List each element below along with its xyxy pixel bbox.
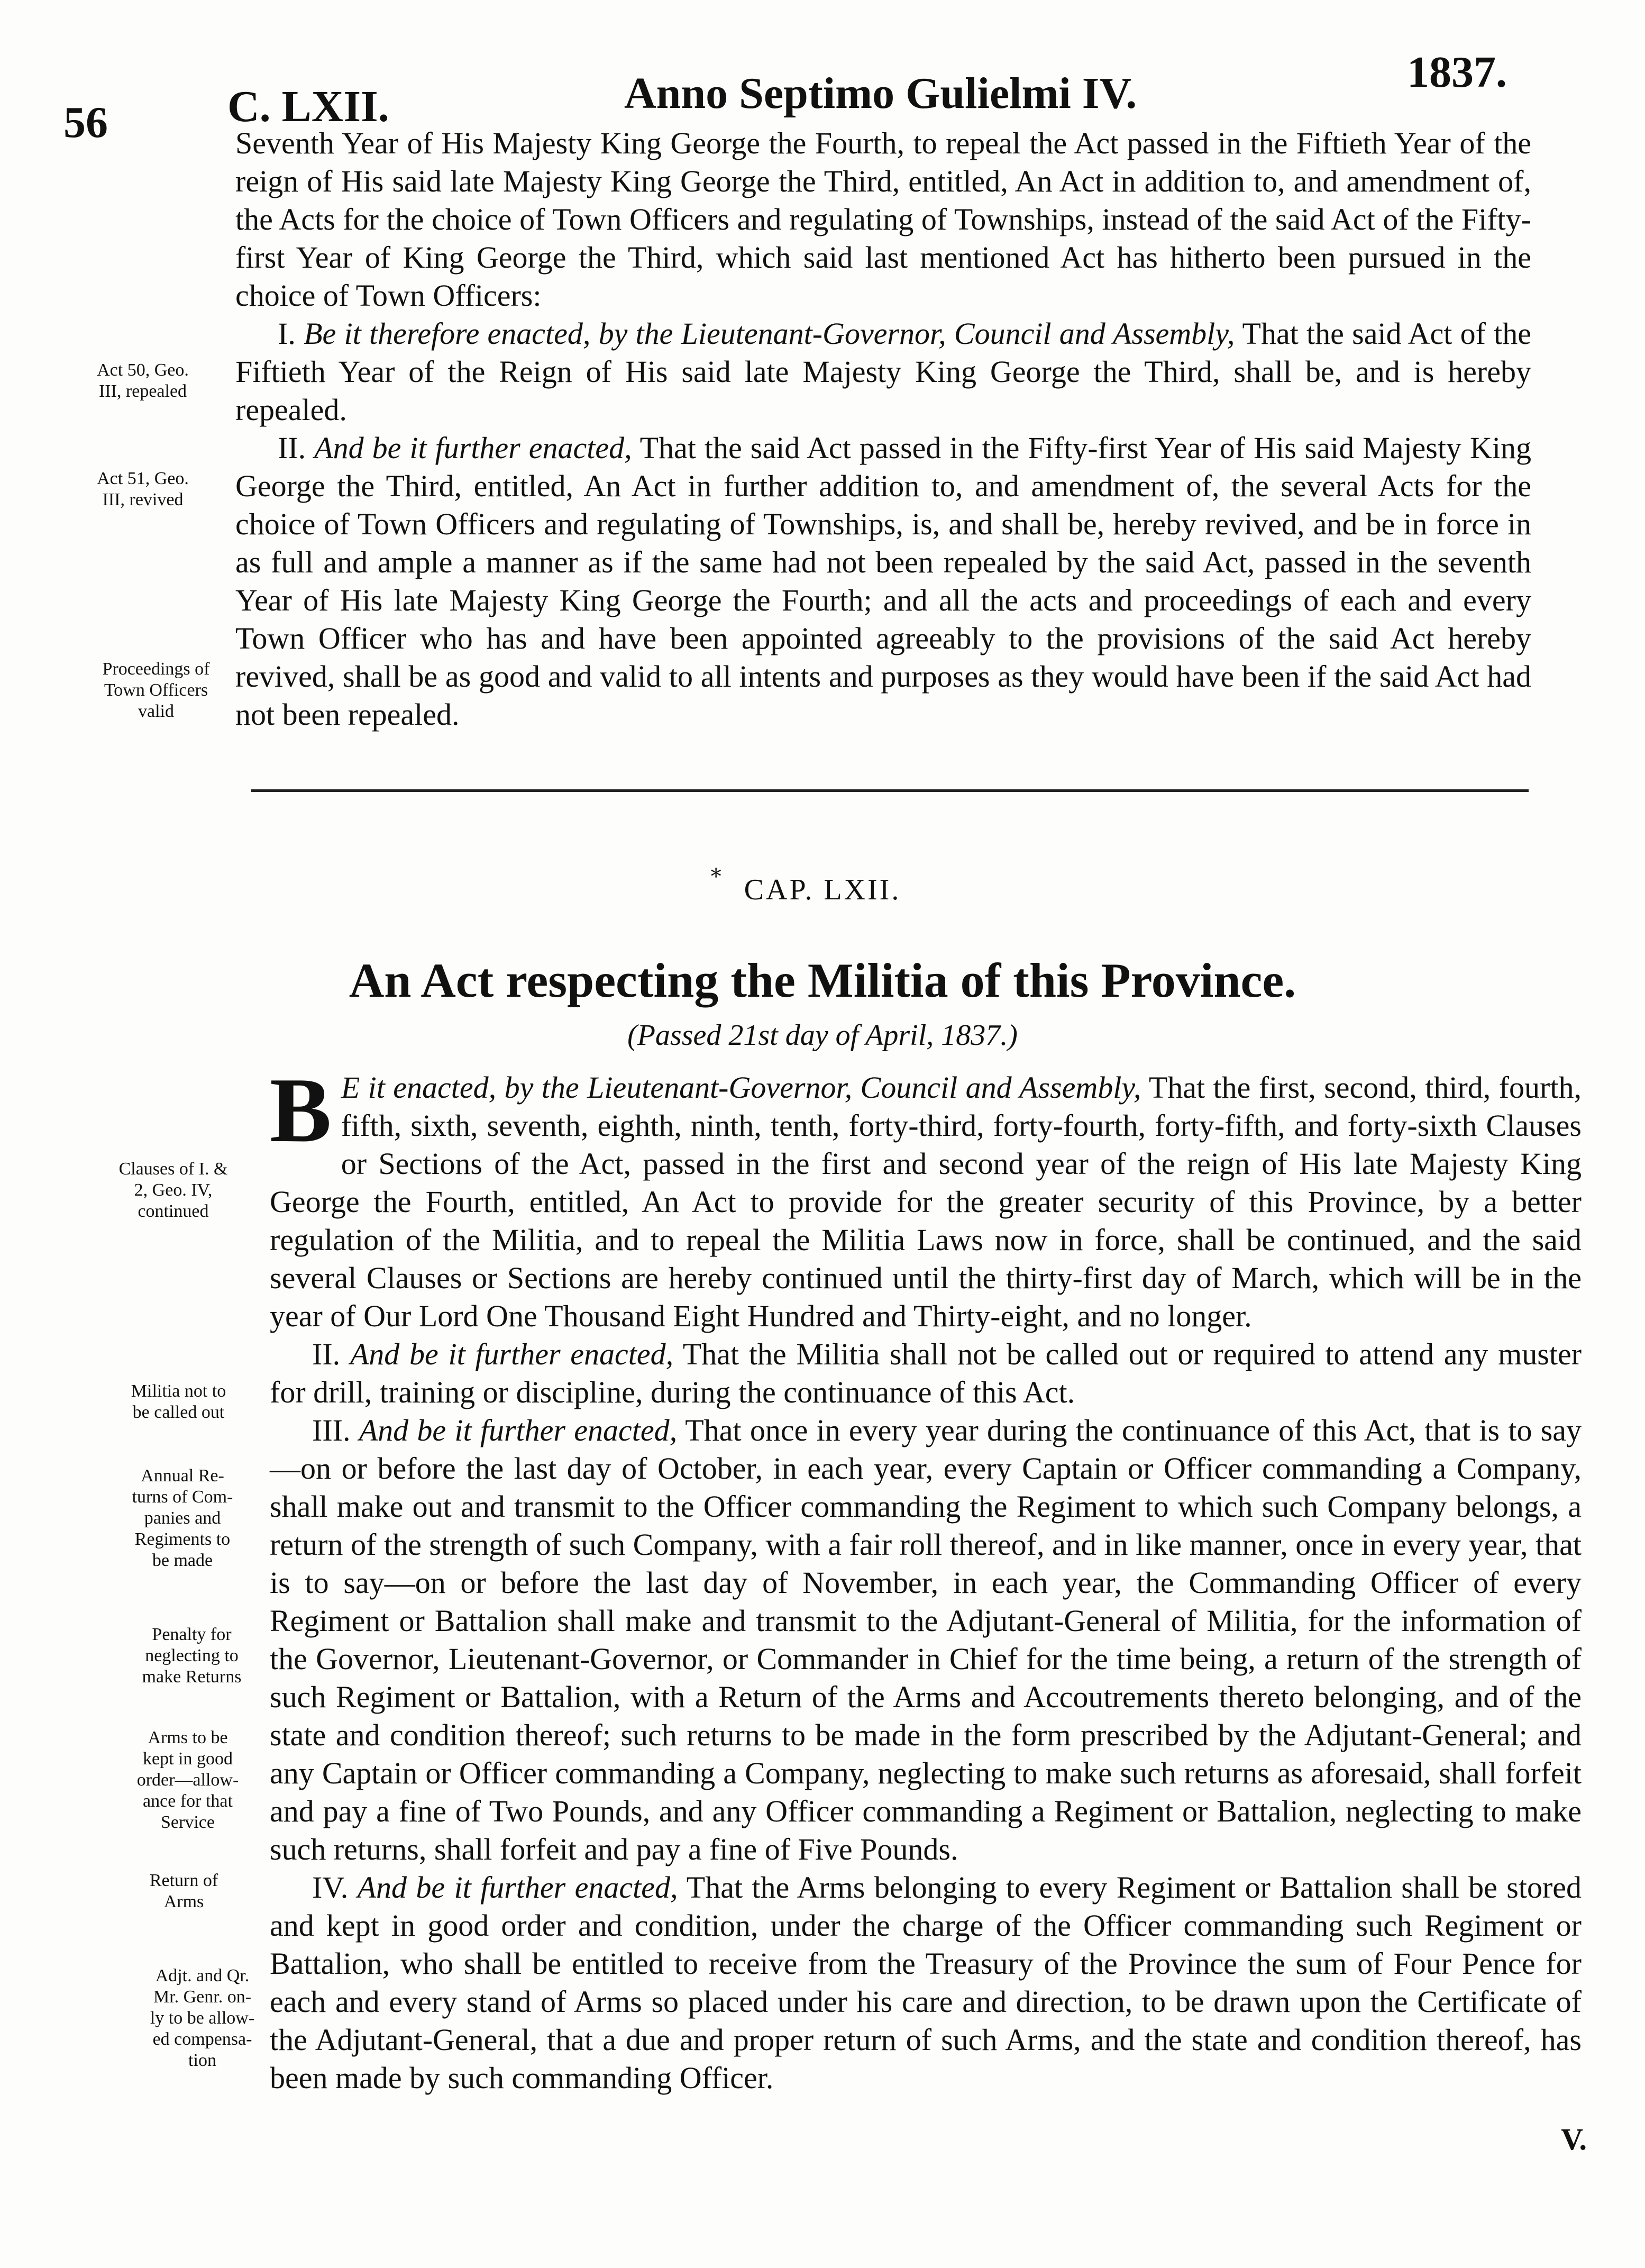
clause-number: IV.	[312, 1870, 349, 1905]
margin-note-clauses: Clauses of I. & 2, Geo. IV, continued	[118, 1159, 228, 1221]
margin-note-act50: Act 50, Geo. III, repealed	[97, 360, 189, 401]
clause-text: That the first, second, third, fourth, fifth, sixth, seventh, eighth, ninth, tenth, forty-third, forty-fourth, forty-fifth, and forty-sixth Clauses or Sections of the Act, passed in the first and second year of the reign of His late Majesty King George the Fourth, entitled, An Act to provide for the greater security of this Province, by a better regulation of the Militia, and to repeal the Militia Laws now in force, shall be continued, and the said several Clauses or Sections are hereby continued until the thirty-first day of March, which will be in the year of Our Lord One Thousand Eight Hundred and Thirty-eight, and no longer.	[270, 1070, 1582, 1333]
clause-number: II.	[312, 1337, 341, 1371]
margin-note-return-arms: Return of Arms	[149, 1871, 218, 1911]
catchword: V.	[1561, 2122, 1587, 2156]
margin-note-militia: Militia not to be called out	[131, 1381, 226, 1422]
section-divider	[251, 789, 1529, 792]
margin-note-penalty: Penalty for neglecting to make Returns	[142, 1625, 242, 1687]
clause-4	[270, 1869, 1582, 2097]
margin-note-annual-returns: Annual Re- turns of Com- panies and Regiments to be made	[132, 1466, 233, 1570]
clause-2	[270, 1335, 1582, 1411]
act-title: An Act respecting the Militia of this Province.	[349, 953, 1296, 1007]
enacting-words: Be it therefore enacted, by the Lieutenant-Governor, Council and Assembly,	[304, 316, 1235, 351]
clause-number: I.	[278, 316, 296, 351]
clause-text: That the Arms belonging to every Regiment or Battalion shall be stored and kept in good order and condition, under the charge of the Officer commanding such Regiment or Battalion, who shall be entitled to receive from the Treasury of the Province the sum of Four Pence for each and every stand of Arms so placed under his care and direction, to be drawn upon the Certificate of the Adjutant-General, that a due and proper return of such Arms, and the state and condition thereof, has been made by such commanding Officer.	[270, 1870, 1582, 2095]
margin-note-act51: Act 51, Geo. III, revived	[97, 469, 189, 509]
enacting-words: And be it further enacted,	[314, 431, 632, 465]
ornament-mark: ∗	[709, 860, 724, 884]
clause-text: That once in every year during the continuance of this Act, that is to say—on or before the last day of October, in each year, every Captain or Officer commanding a Company, shall make out and transmit to the Officer commanding the Regiment to which such Company belongs, a return of the strength of such Company, with a fair roll thereof, and in like manner, once in every year, that is to say—on or before the last day of November, in each year, the Commanding Officer of every Regiment or Battalion shall make and transmit to the Adjutant-General of Militia, for the information of the Governor, Lieutenant-Governor, or Commander in Chief for the time being, a return of the strength of such Regiment or Battalion, with a Return of the Arms and Accoutrements thereto belonging, and of the state and condition thereof; such returns to be made in the form prescribed by the Adjutant-General; and any Captain or Officer commanding a Company, neglecting to make such returns as aforesaid, shall forfeit and pay a fine of Two Pounds, and any Officer commanding a Regiment or Battalion, neglecting to make such returns, shall forfeit and pay a fine of Five Pounds.	[270, 1413, 1582, 1866]
clause-text: That the said Act of the Fiftieth Year of the Reign of His said late Majesty King George the Third, shall be, and is hereby repealed.	[235, 316, 1532, 427]
margin-note-arms: Arms to be kept in good order—allow- ance for that Service	[136, 1728, 239, 1832]
drop-cap: B	[270, 1059, 332, 1161]
header-year: 1837.	[1407, 48, 1507, 97]
clause-text: That the said Act passed in the Fifty-first Year of His said Majesty King George the Third, entitled, An Act in further addition to, and amendment of, the several Acts for the choice of Town Officers and regulating of Townships, is, and shall be, hereby revived, and be in force in as full and ample a manner as if the same had not been repealed by the said Act, passed in the seventh Year of His late Majesty King George the Fourth; and all the acts and proceedings of each and every Town Officer who has and have been appointed agreeably to the provisions of the said Act hereby revived, shall be as good and valid to all intents and purposes as they would have been if the said Act had not been repealed.	[235, 431, 1532, 732]
cap-heading: CAP. LXII.	[744, 873, 901, 906]
margin-note-proceedings: Proceedings of Town Officers valid	[102, 659, 210, 721]
enacting-words: And be it further enacted,	[350, 1337, 674, 1371]
enacting-words: E it enacted, by the Lieutenant-Governor, Council and Assembly,	[341, 1070, 1141, 1105]
enacting-words: And be it further enacted,	[357, 1870, 678, 1905]
clause-1	[235, 315, 1531, 429]
clause-3	[270, 1411, 1582, 1869]
clause-1	[270, 1059, 1582, 1335]
clause-text: That the Militia shall not be called out or required to attend any muster for drill, training or discipline, during the continuance of this Act.	[270, 1337, 1582, 1409]
page-number: 56	[63, 98, 108, 147]
previous-act-text	[235, 124, 1531, 734]
act-passed-date: (Passed 21st day of April, 1837.)	[627, 1019, 1018, 1052]
clause-number: II.	[278, 431, 306, 465]
clause-number: III.	[312, 1413, 351, 1447]
enacting-words: And be it further enacted,	[359, 1413, 678, 1447]
running-title: Anno Septimo Gulielmi IV.	[624, 69, 1137, 118]
militia-act-text	[270, 1059, 1582, 2097]
clause-2	[235, 429, 1531, 734]
chapter-number: C. LXII.	[227, 82, 389, 131]
margin-note-adjt: Adjt. and Qr. Mr. Genr. on- ly to be allow- ed compensa- tion	[150, 1966, 255, 2070]
preamble-paragraph: Seventh Year of His Majesty King George the Fourth, to repeal the Act passed in the Fiftieth Year of the reign of His said late Majesty King George the Third, entitled, An Act in addition to, and amendment of, the Acts for the choice of Town Officers and regulating of Townships, instead of the said Act of the Fifty-first Year of King George the Third, which said last mentioned Act has hitherto been pursued in the choice of Town Officers:	[235, 126, 1531, 313]
